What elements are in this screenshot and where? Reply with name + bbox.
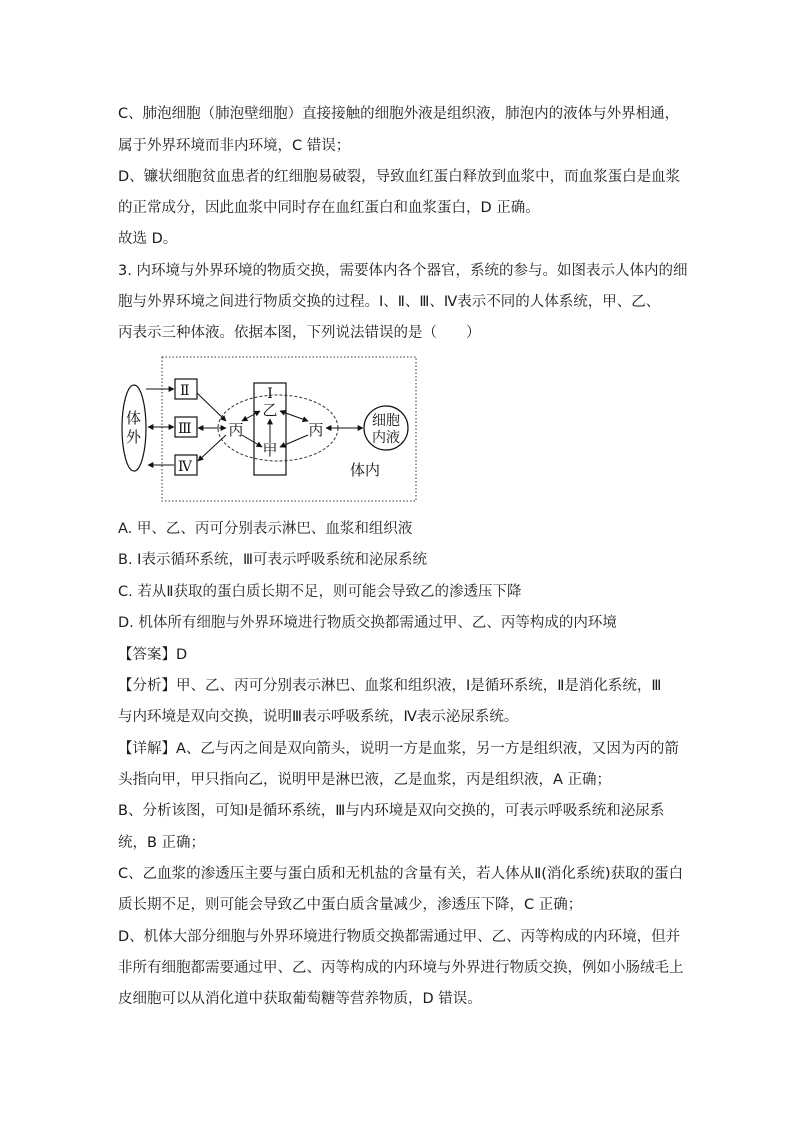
prev-c-line-2: 属于外界环境而非内环境，C 错误； (118, 138, 351, 154)
analysis-line-1: 【分析】甲、乙、丙可分别表示淋巴、血浆和组织液，Ⅰ是循环系统，Ⅱ是消化系统，Ⅲ (118, 678, 662, 694)
outside-label-top: 体 (126, 409, 142, 427)
arrow-2-to-bing (197, 393, 226, 421)
detail-d-line-2: 非所有细胞都需要通过甲、乙、丙等构成的内环境与外界进行物质交换，例如小肠绒毛上 (118, 960, 684, 976)
system-4-label: Ⅳ (178, 459, 192, 475)
fluid-yi: 乙 (262, 401, 278, 419)
fluid-bing-right: 丙 (308, 421, 324, 439)
analysis-line-2: 与内环境是双向交换，说明Ⅲ表示呼吸系统，Ⅳ表示泌尿系统。 (118, 709, 519, 725)
arrow-bing-to-4 (198, 435, 226, 461)
option-d: D. 机体所有细胞与外界环境进行物质交换都需通过甲、乙、丙等构成的内环境 (118, 615, 617, 631)
option-c: C. 若从Ⅱ获取的蛋白质长期不足，则可能会导致乙的渗透压下降 (118, 584, 522, 600)
detail-d-line-1: D、机体大部分细胞与外界环境进行物质交换都需通过甲、乙、丙等构成的内环境，但并 (118, 929, 681, 945)
prev-conclusion: 故选 D。 (118, 231, 178, 247)
answer-line: 【答案】D (118, 647, 188, 663)
prev-d-line-2: 的正常成分，因此血浆中同时存在血红蛋白和血浆蛋白，D 正确。 (118, 200, 540, 216)
detail-a-line-2: 头指向甲，甲只指向乙，说明甲是淋巴液，乙是血浆，丙是组织液，A 正确； (118, 772, 612, 788)
fluid-jia: 甲 (262, 441, 278, 459)
cell-fluid-label-top: 细胞 (372, 413, 400, 429)
system-1-label: Ⅰ (267, 386, 273, 402)
question-stem-line-1: 3. 内环境与外界环境的物质交换，需要体内各个器官，系统的参与。如图表示人体内的细 (118, 263, 688, 279)
prev-c-line-1: C、肺泡细胞（肺泡壁细胞）直接接触的细胞外液是组织液，肺泡内的液体与外界相通， (118, 106, 680, 122)
arrow-right-bing-to-jia (280, 435, 308, 447)
fluid-bing-left: 丙 (228, 421, 244, 439)
material-exchange-diagram (118, 355, 418, 503)
cell-fluid-label-bottom: 内液 (372, 430, 400, 446)
detail-a-line-1: 【详解】A、乙与丙之间是双向箭头，说明一方是血浆，另一方是组织液，又因为丙的箭 (118, 741, 679, 757)
arrow-yi-right-bing (280, 411, 308, 421)
arrow-bing-to-yi (242, 411, 260, 421)
question-stem-line-3: 丙表示三种体液。依据本图，下列说法错误的是（ ） (118, 325, 481, 341)
detail-b-line-2: 统，B 正确； (118, 835, 206, 851)
prev-d-line-1: D、镰状细胞贫血患者的红细胞易破裂，导致血红蛋白释放到血浆中，而血浆蛋白是血浆 (118, 169, 681, 185)
inside-body-label: 体内 (350, 461, 381, 479)
question-stem-line-2: 胞与外界环境之间进行物质交换的过程。Ⅰ、Ⅱ、Ⅲ、Ⅳ表示不同的人体系统，甲、乙、 (118, 294, 661, 310)
option-a: A. 甲、乙、丙可分别表示淋巴、血浆和组织液 (118, 521, 413, 537)
system-2-label: Ⅱ (180, 383, 190, 399)
detail-c-line-2: 质长期不足，则可能会导致乙中蛋白质含量减少，渗透压下降，C 正确； (118, 897, 583, 913)
detail-d-line-3: 皮细胞可以从消化道中获取葡萄糖等营养物质，D 错误。 (118, 991, 482, 1007)
detail-b-line-1: B、分析该图，可知Ⅰ是循环系统，Ⅲ与内环境是双向交换的，可表示呼吸系统和泌尿系 (118, 803, 665, 819)
system-3-label: Ⅲ (178, 421, 192, 437)
outside-label-bottom: 外 (126, 428, 142, 446)
option-b: B. Ⅰ表示循环系统，Ⅲ可表示呼吸系统和泌尿系统 (118, 552, 427, 568)
detail-c-line-1: C、乙血浆的渗透压主要与蛋白质和无机盐的含量有关，若人体从Ⅱ(消化系统)获取的蛋白 (118, 866, 684, 882)
arrow-bing-to-jia (242, 435, 262, 447)
